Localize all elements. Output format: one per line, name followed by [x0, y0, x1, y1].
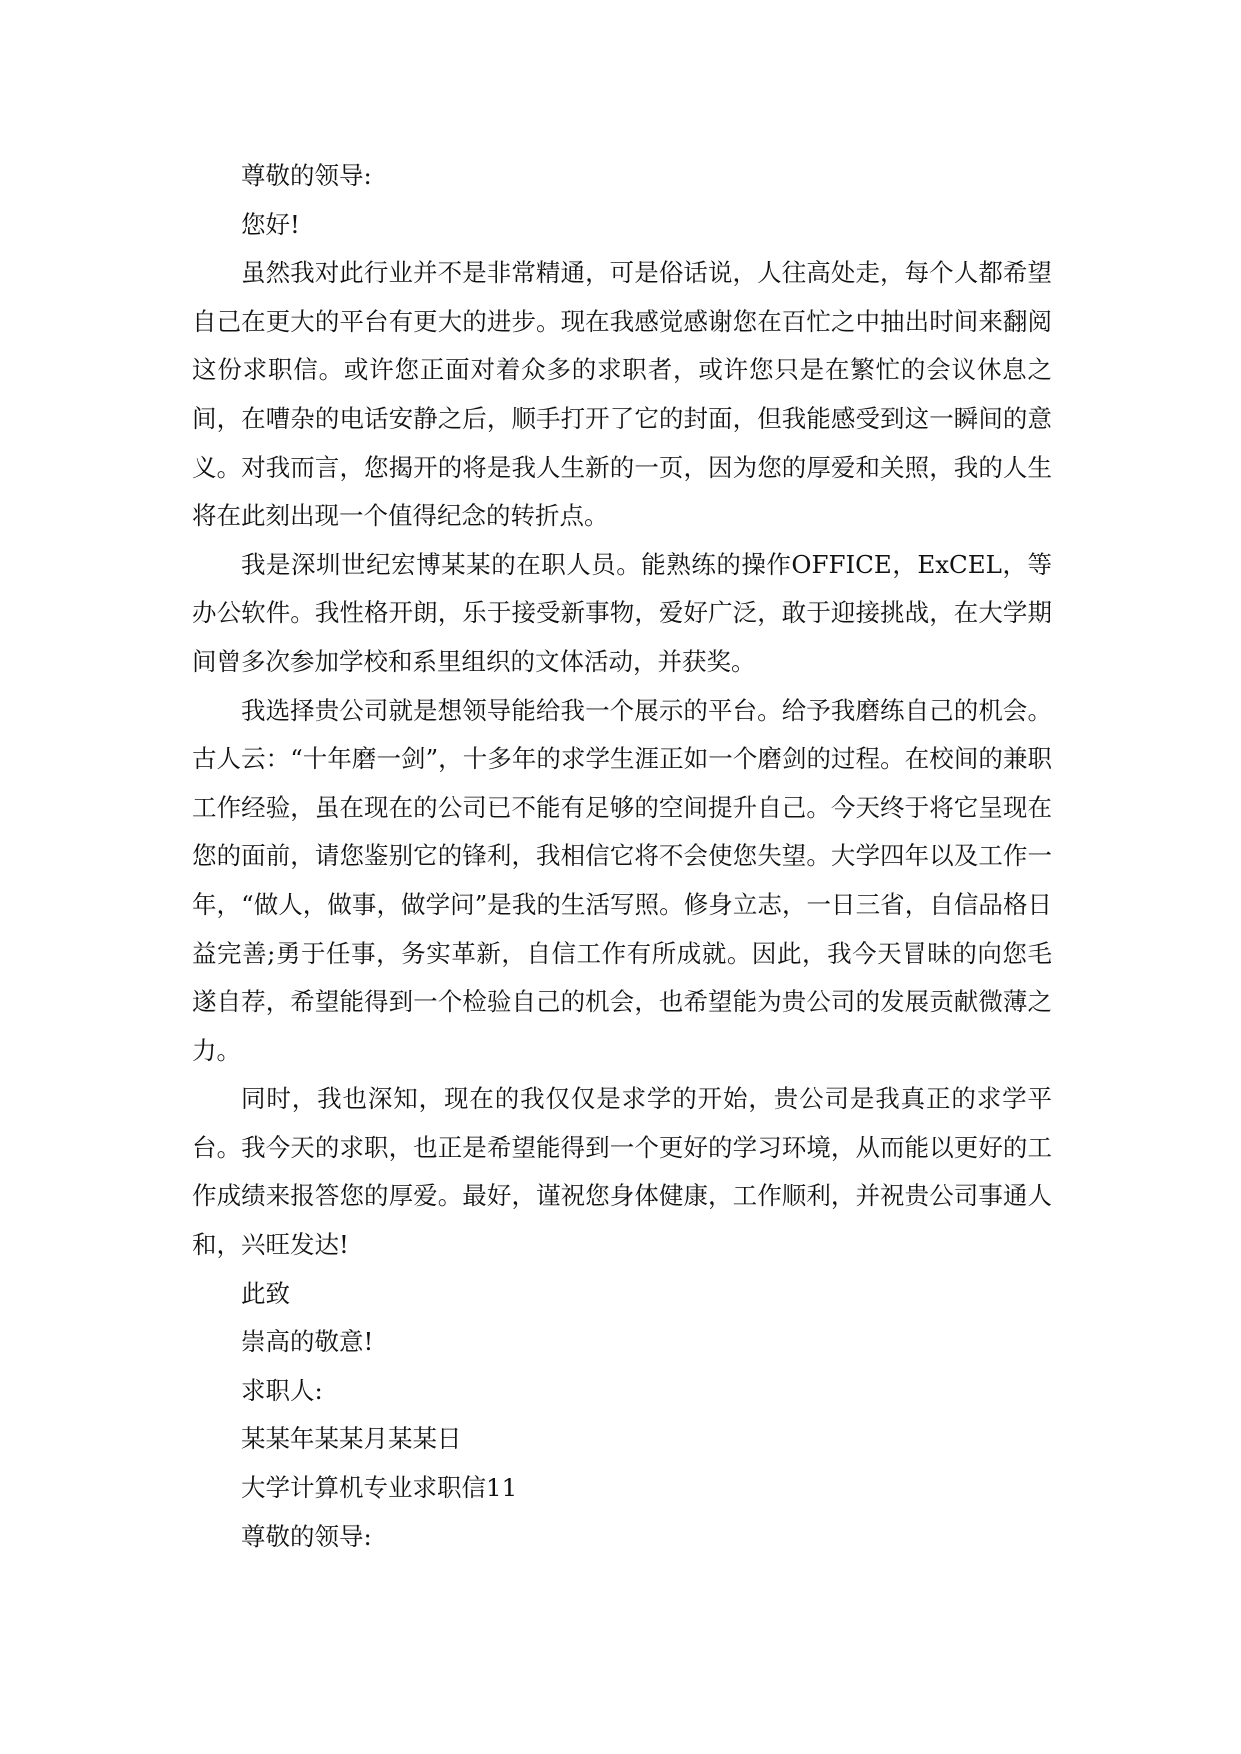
closing-respectfully: 此致: [241, 1278, 290, 1308]
greeting: 您好!: [241, 209, 300, 239]
next-letter-salutation: 尊敬的领导:: [241, 1521, 372, 1551]
paragraph-2: 我是深圳世纪宏博某某的在职人员。能熟练的操作OFFICE，ExCEL，等办公软件。我性格开朗，乐于接受新事物，爱好广泛，敢于迎接挑战，在大学期间曾多次参加学校和系里组织的文体活动，并获奖。: [192, 549, 1052, 676]
salutation: 尊敬的领导:: [241, 161, 372, 190]
signature-label: 求职人:: [241, 1375, 323, 1405]
closing-regards: 崇高的敬意!: [241, 1327, 374, 1357]
letter-date: 某某年某某月某某日: [241, 1424, 462, 1454]
next-letter-title: 大学计算机专业求职信11: [241, 1473, 518, 1503]
paragraph-3: 我选择贵公司就是想领导能给我一个展示的平台。给予我磨练自己的机会。古人云：“十年磨一剑”，十多年的求学生涯正如一个磨剑的过程。在校间的兼职工作经验，虽在现在的公司已不能有足够的空间提升自己。今天终于将它呈现在您的面前，请您鉴别它的锋利，我相信它将不会使您失望。大学四年以及工作一年，“做人，做事，做学问”是我的生活写照。修身立志，一日三省，自信品格日益完善;勇于任事，务实革新，自信工作有所成就。因此，我今天冒昧的向您毛遂自荐，希望能得到一个检验自己的机会，也希望能为贵公司的发展贡献微薄之力。: [192, 695, 1052, 1065]
paragraph-1: 虽然我对此行业并不是非常精通，可是俗话说，人往高处走，每个人都希望自己在更大的平台有更大的进步。现在我感觉感谢您在百忙之中抽出时间来翻阅这份求职信。或许您正面对着众多的求职者，或许您只是在繁忙的会议休息之间，在嘈杂的电话安静之后，顺手打开了它的封面，但我能感受到这一瞬间的意义。对我而言，您揭开的将是我人生新的一页，因为您的厚爱和关照，我的人生将在此刻出现一个值得纪念的转折点。: [192, 258, 1052, 531]
letter-body: [192, 152, 1052, 1561]
paragraph-4: 同时，我也深知，现在的我仅仅是求学的开始，贵公司是我真正的求学平台。我今天的求职，也正是希望能得到一个更好的学习环境，从而能以更好的工作成绩来报答您的厚爱。最好，谨祝您身体健康，工作顺利，并祝贵公司事通人和，兴旺发达!: [192, 1084, 1052, 1260]
